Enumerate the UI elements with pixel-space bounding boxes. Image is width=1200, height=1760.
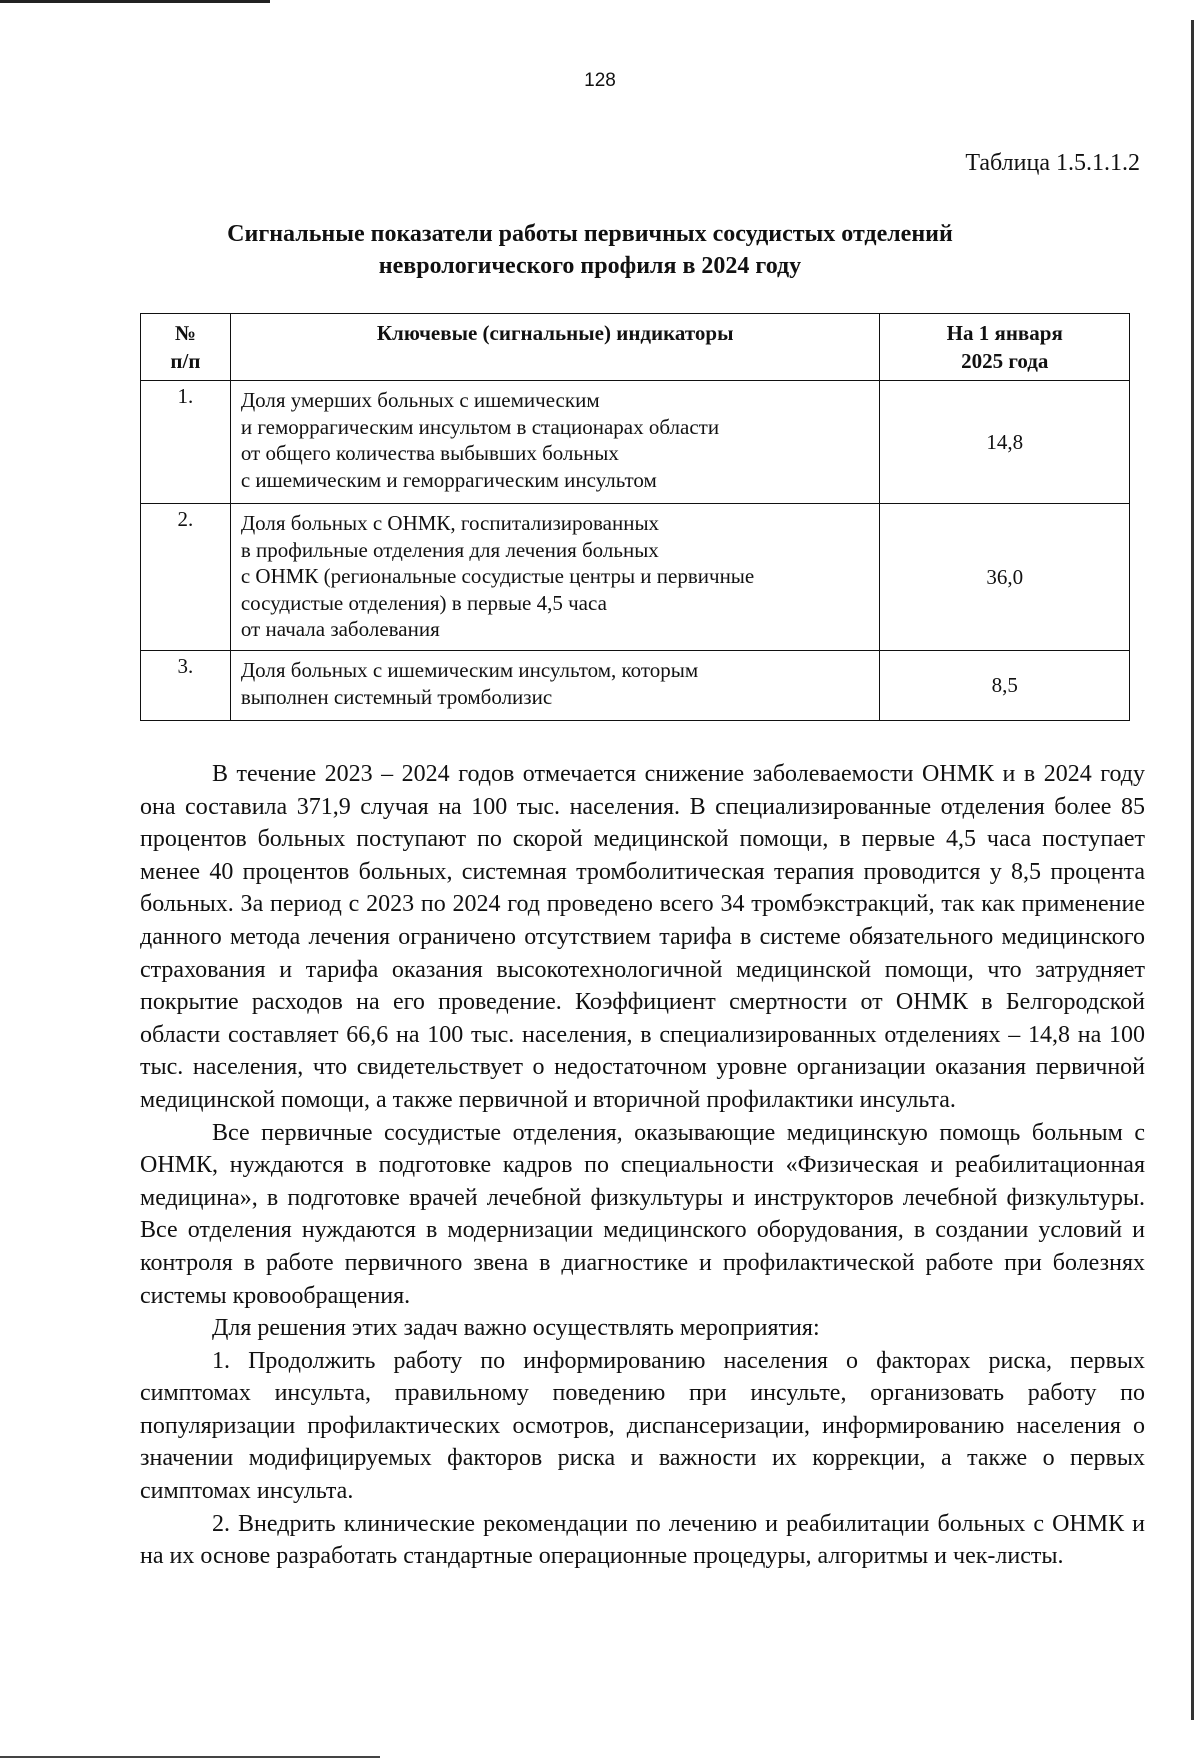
indicator-line: с ОНМК (региональные сосудистые центры и первичные: [240, 564, 755, 588]
row-indicator: [230, 504, 880, 651]
paragraph-measure-1: 1. Продолжить работу по информированию населения о факторах риска, первых симптомах инсульта, правильному поведению при инсульте, организовать работу по популяризации профилактических осмотров, диспансеризации, информированию населения о значении модифицируемых факторов риска и важности их коррекции, а также о первых симптомах инсульта.: [140, 1347, 1145, 1505]
table-row: [141, 651, 1130, 721]
paragraph-staffing: Все первичные сосудистые отделения, оказывающие медицинскую помощь больным с ОНМК, нуждаются в подготовке кадров по специальности «Физическая и реабилитационная медицина», в подготовке врачей лечебной физкультуры и инструкторов лечебной физкультуры. Все отделения нуждаются в модернизации медицинского оборудования, в создании условий и контроля в работе первичного звена в диагностике и профилактической работе при болезнях системы кровообращения.: [140, 1119, 1145, 1309]
indicator-line: сосудистые отделения) в первые 4,5 часа: [240, 590, 607, 615]
row-value: 14,8: [880, 381, 1130, 504]
indicator-line: и геморрагическим инсультом в стационарах области: [240, 414, 720, 439]
header-number: [141, 314, 231, 381]
indicator-line: от общего количества выбывших больных: [240, 441, 619, 465]
indicators-table: [140, 313, 1130, 721]
document-title-line-2: неврологического профиля в 2024 году: [378, 253, 802, 279]
indicator-line: Доля больных с ОНМК, госпитализированных: [240, 511, 660, 535]
row-indicator: [230, 381, 880, 504]
indicator-line: с ишемическим и геморрагическим инсультом: [240, 467, 657, 492]
row-indicator: [230, 651, 880, 721]
row-value: 8,5: [880, 651, 1130, 721]
body-text: [140, 758, 1145, 1573]
indicator-line: выполнен системный тромболизис: [240, 684, 553, 709]
paragraph-incidence: В течение 2023 – 2024 годов отмечается снижение заболеваемости ОНМК и в 2024 году она составила 371,9 случая на 100 тыс. населения. В специализированные отделения более 85 процентов больных поступают по скорой медицинской помощи, в первые 4,5 часа поступает менее 40 процентов больных, системная тромболитическая терапия проводится у 8,5 процента больных. За период с 2023 по 2024 год проведено всего 34 тромбэкстракций, так как применение данного метода лечения ограничено отсутствием тарифа в системе обязательного медицинского страхования и тарифа оказания высокотехнологичной медицинской помощи, что затрудняет покрытие расходов на его проведение. Коэффициент смертности от ОНМК в Белгородской области составляет 66,6 на 100 тыс. населения, в специализированных отделениях – 14,8 на 100 тыс. населения, что свидетельствует о недостаточном уровне организации оказания первичной медицинской помощи, а также первичной и вторичной профилактики инсульта.: [140, 761, 1145, 1113]
scan-edge-top: [0, 0, 270, 3]
header-number-line-1: №: [174, 321, 196, 345]
row-value: 36,0: [880, 504, 1130, 651]
header-value-line-1: На 1 января: [946, 321, 1063, 345]
indicator-line: Доля больных с ишемическим инсультом, которым: [240, 658, 699, 682]
row-number: 2.: [141, 504, 231, 651]
scan-edge-right: [1191, 20, 1194, 1720]
table-label: Таблица 1.5.1.1.2: [965, 150, 1140, 176]
header-value-line-2: 2025 года: [961, 349, 1049, 373]
scan-edge-bottom: [0, 1756, 380, 1758]
row-number: 1.: [141, 381, 231, 504]
table-row: [141, 504, 1130, 651]
indicator-line: от начала заболевания: [240, 617, 440, 641]
page-number: 128: [584, 70, 616, 91]
header-indicator: Ключевые (сигнальные) индикаторы: [230, 314, 880, 381]
row-number: 3.: [141, 651, 231, 721]
header-value: [880, 314, 1130, 381]
paragraph-measure-2: 2. Внедрить клинические рекомендации по лечению и реабилитации больных с ОНМК и на их основе разработать стандартные операционные процедуры, алгоритмы и чек-листы.: [140, 1510, 1145, 1570]
indicator-line: в профильные отделения для лечения больных: [240, 537, 659, 562]
paragraph-measures-intro: Для решения этих задач важно осуществлять мероприятия:: [212, 1315, 820, 1342]
document-title-line-1: Сигнальные показатели работы первичных сосудистых отделений: [227, 221, 953, 247]
table-row: [141, 381, 1130, 504]
table-header-row: [141, 314, 1130, 381]
header-number-line-2: п/п: [170, 349, 201, 373]
document-title: [140, 218, 1040, 282]
indicator-line: Доля умерших больных с ишемическим: [240, 388, 600, 412]
